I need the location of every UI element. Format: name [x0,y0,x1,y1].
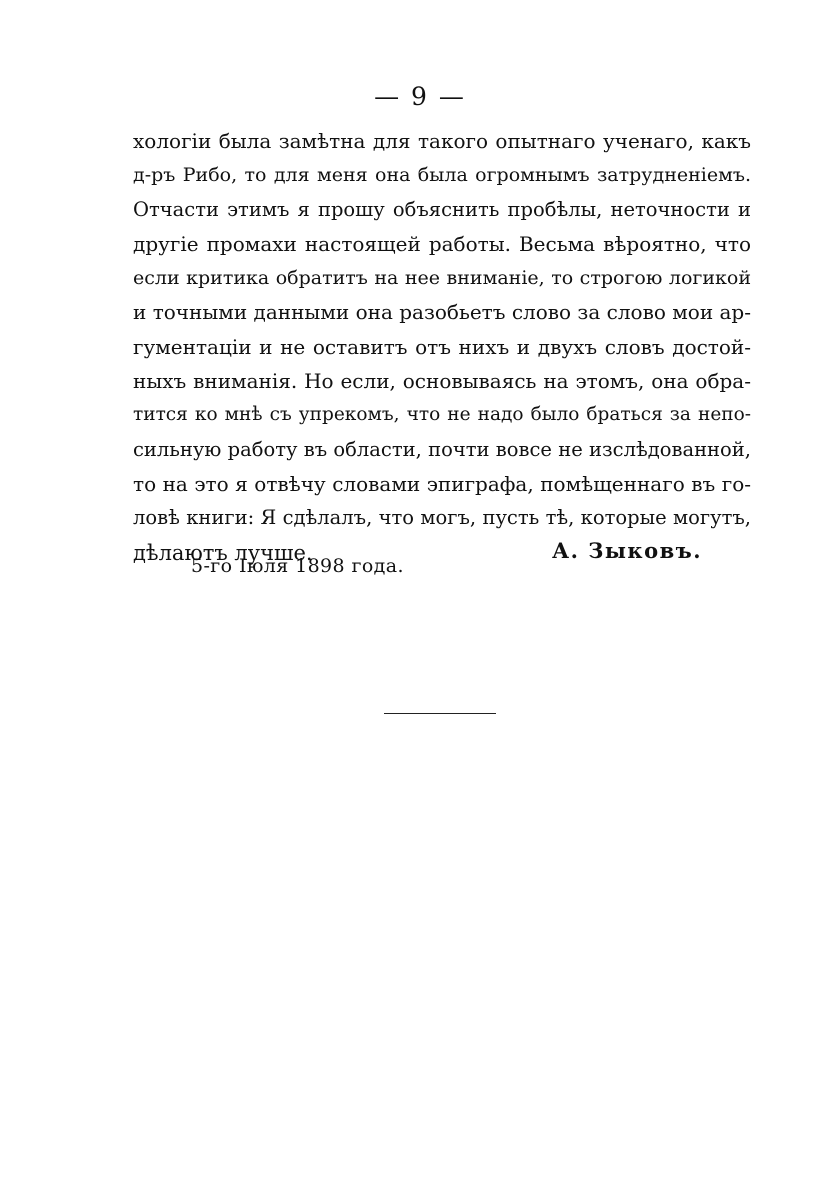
text-line: сильную работу въ области, почти вовсе не изслѣдованной, [133,437,751,461]
text-line: Отчасти этимъ я прошу объяснить пробѣлы, неточности и [133,197,751,221]
text-line: ныхъ вниманія. Но если, основываясь на этомъ, она обра- [133,369,751,394]
date-line: 5-го Іюля 1898 года. [191,555,404,577]
text-line: гументаціи и не оставитъ отъ нихъ и двухъ словъ достой- [133,334,751,359]
text-line: другіе промахи настоящей работы. Весьма вѣроятно, что [133,231,751,256]
text-line: тится ко мнѣ съ упрекомъ, что не надо было браться за непо- [133,404,751,426]
text-line: хологіи была замѣтна для такого опытнаго ученаго, какъ [133,129,751,153]
author-signature: А. Зыковъ. [552,538,703,563]
text-line: дѣлаютъ лучше. [133,540,313,565]
section-divider [384,713,496,714]
text-line: и точными данными она разобьетъ слово за слово мои ар- [133,300,751,325]
text-line: ловѣ книги: Я сдѣлалъ, что могъ, пусть тѣ, которые могутъ, [133,506,751,530]
body-text [133,124,751,570]
text-line: если критика обратитъ на нее вниманіе, то строгою логикой [133,267,751,290]
page-number: — 9 — [374,82,466,111]
text-line: д-ръ Рибо, то для меня она была огромнымъ затрудненіемъ. [133,164,751,187]
text-line: то на это я отвѣчу словами эпиграфа, помѣщеннаго въ го- [133,471,751,496]
